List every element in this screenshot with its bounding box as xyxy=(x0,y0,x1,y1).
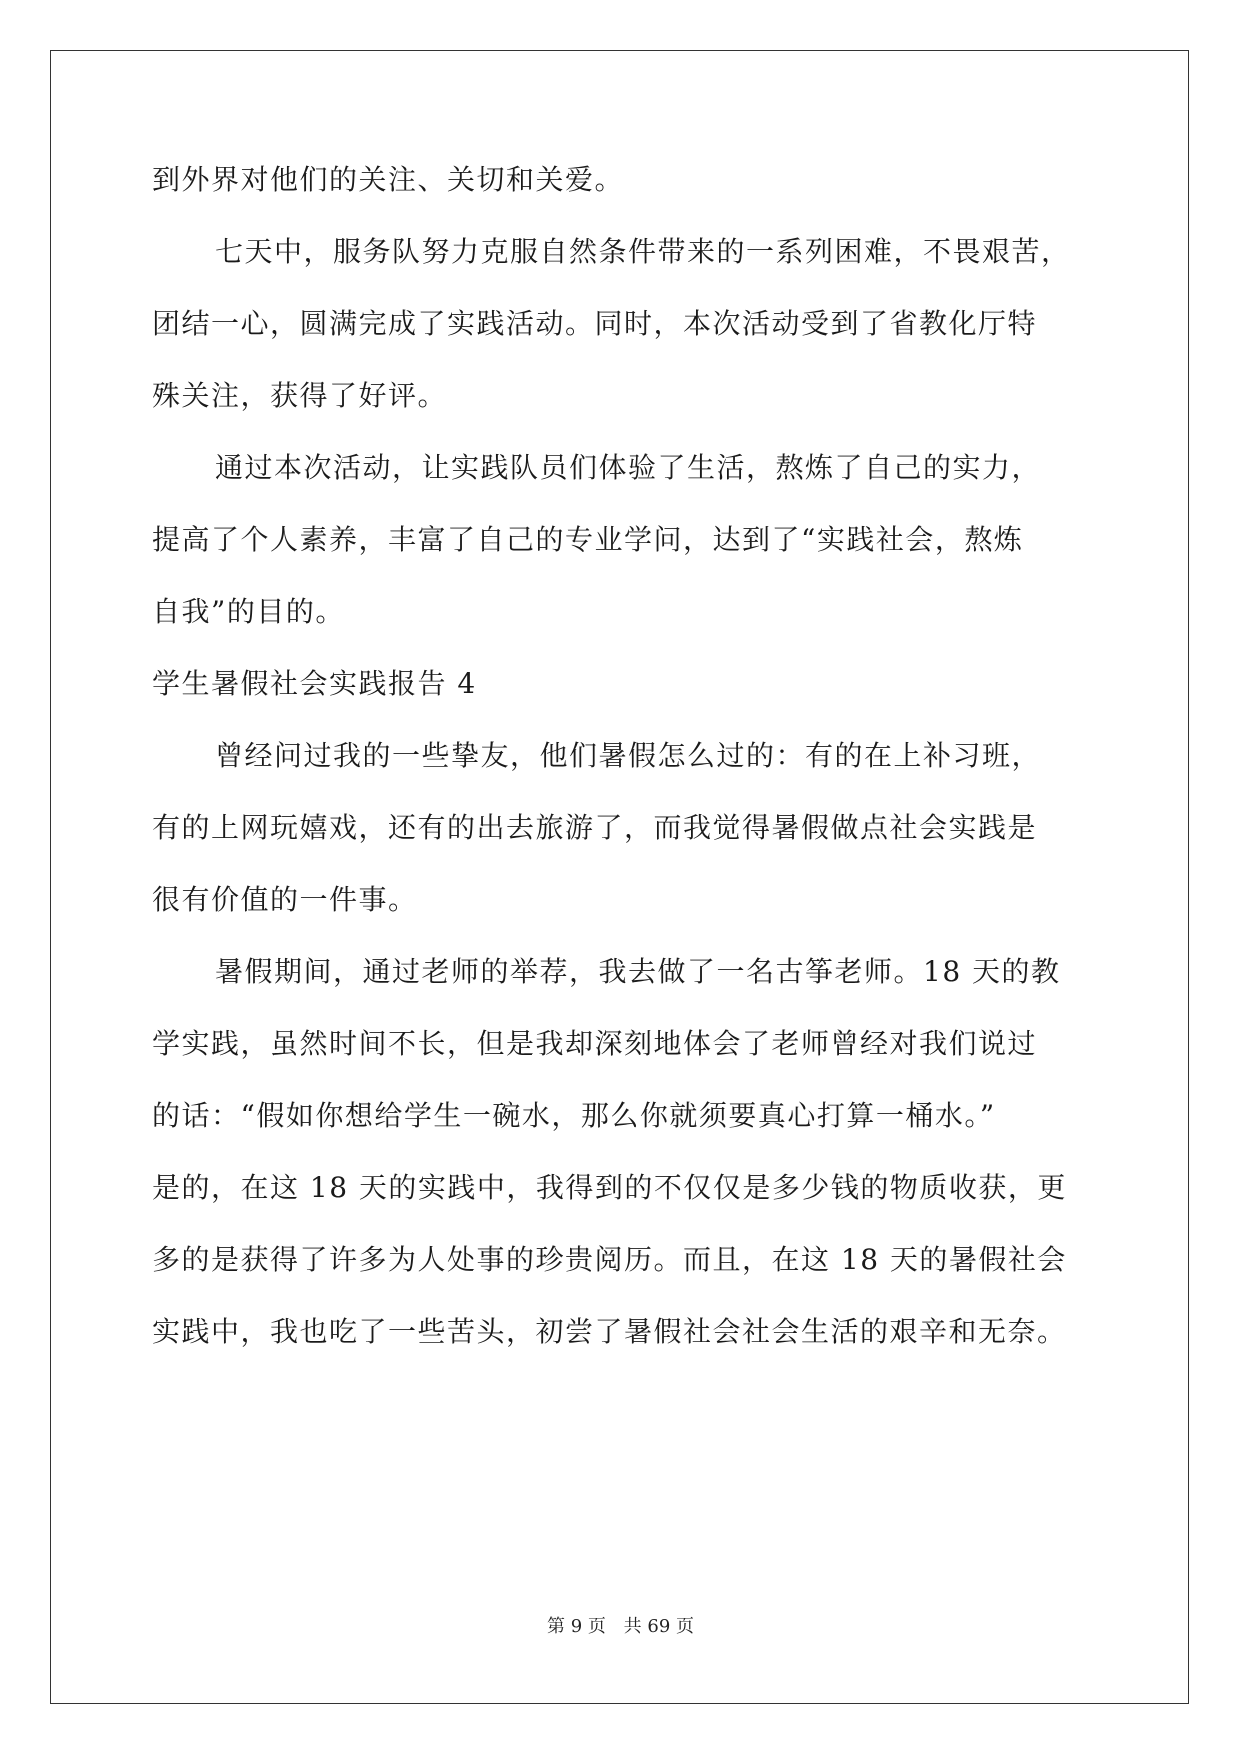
text-line: 到外界对他们的关注、关切和关爱。 xyxy=(152,163,625,196)
text-line: 实践中，我也吃了一些苦头，初尝了暑假社会社会生活的艰辛和无奈。 xyxy=(152,1315,1067,1348)
text-line: 多的是获得了许多为人处事的珍贵阅历。而且，在这 18 天的暑假社会 xyxy=(152,1243,1067,1276)
text-line: 很有价值的一件事。 xyxy=(152,883,418,916)
text-line: 自我”的目的。 xyxy=(152,595,345,628)
text-line: 学实践，虽然时间不长，但是我却深刻地体会了老师曾经对我们说过 xyxy=(152,1027,1038,1060)
text-line: 提高了个人素养，丰富了自己的专业学问，达到了“实践社会，熬炼 xyxy=(152,523,1024,556)
page-border xyxy=(50,50,1189,1704)
text-line: 是的，在这 18 天的实践中，我得到的不仅仅是多少钱的物质收获，更 xyxy=(152,1171,1067,1204)
page-number: 第 9 页 xyxy=(547,1616,606,1637)
paragraph-start: 通过本次活动，让实践队员们体验了生活，熬炼了自己的实力， xyxy=(215,451,1042,484)
paragraph-start: 暑假期间，通过老师的举荐，我去做了一名古筝老师。18 天的教 xyxy=(215,955,1061,988)
paragraph-start: 曾经问过我的一些挚友，他们暑假怎么过的：有的在上补习班， xyxy=(215,739,1042,772)
text-line: 的话：“假如你想给学生一碗水，那么你就须要真心打算一桶水。” xyxy=(152,1099,996,1132)
text-line: 殊关注，获得了好评。 xyxy=(152,379,448,412)
text-line: 有的上网玩嬉戏，还有的出去旅游了，而我觉得暑假做点社会实践是 xyxy=(152,811,1038,844)
text-line: 团结一心，圆满完成了实践活动。同时，本次活动受到了省教化厅特 xyxy=(152,307,1038,340)
page-total: 共 69 页 xyxy=(623,1616,694,1637)
paragraph-start: 七天中，服务队努力克服自然条件带来的一系列困难，不畏艰苦， xyxy=(215,235,1071,268)
page-footer xyxy=(0,1612,1241,1638)
section-heading: 学生暑假社会实践报告 4 xyxy=(152,667,477,700)
